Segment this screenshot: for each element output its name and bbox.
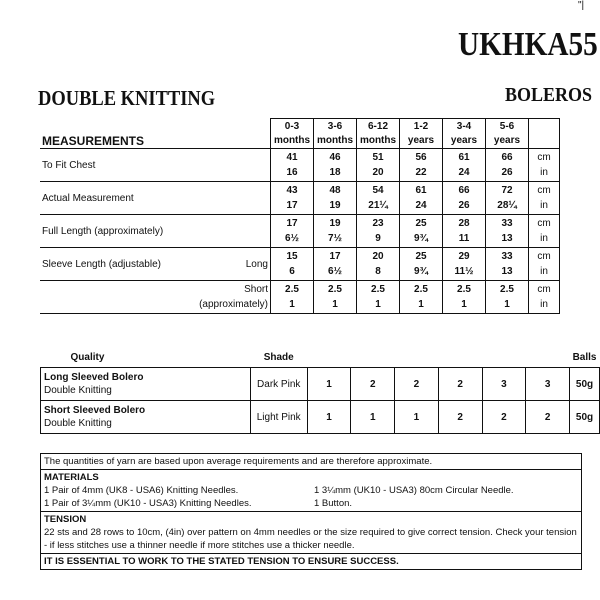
measurement-row (40, 215, 560, 248)
yarn-shade: Dark Pink (250, 368, 307, 401)
material-item: 1 Pair of 3¼mm (UK10 - USA3) Knitting Needles. (44, 498, 252, 509)
measurement-value: 2.5 1 (271, 281, 314, 314)
measurement-value: 2.5 1 (400, 281, 443, 314)
size-header: 1-2 years (400, 119, 443, 149)
ball-count: 2 (395, 368, 439, 401)
measurement-row (40, 248, 560, 281)
size-header: 3-4 years (443, 119, 486, 149)
measurement-value: 33 13 (486, 248, 529, 281)
measurement-value: 48 19 (314, 182, 357, 215)
pattern-subtitle: BOLEROS (505, 84, 593, 106)
yarn-shade: Light Pink (250, 401, 307, 434)
yarn-row (41, 401, 600, 434)
materials-title: MATERIALS (44, 472, 99, 483)
material-item: 1 Pair of 4mm (UK8 - USA6) Knitting Needles. (44, 485, 239, 496)
measurement-value: 17 6½ (314, 248, 357, 281)
size-header: 5-6 years (486, 119, 529, 149)
measurement-value: 46 18 (314, 149, 357, 182)
essential-note: IT IS ESSENTIAL TO WORK TO THE STATED TENSION TO ENSURE SUCCESS. (44, 556, 399, 567)
measurement-value: 23 9 (357, 215, 400, 248)
shade-header: Shade (263, 351, 294, 363)
pattern-code: UKHKA55 (458, 26, 598, 63)
yarn-name: Short Sleeved Bolero (44, 405, 146, 416)
yarn-header-row (41, 347, 600, 368)
yarn-table (40, 347, 600, 434)
yarn-name: Long Sleeved Bolero (44, 372, 144, 383)
measurement-value: 61 24 (400, 182, 443, 215)
material-item: 1 Button. (314, 498, 353, 509)
tension-text: 22 sts and 28 rows to 10cm, (4in) over pattern on 4mm needles or the size required to give correct tension. Check your tension - if less stitches use a thinner needle if more stitches use a thicker needle. (44, 527, 577, 551)
measurement-value: 43 17 (271, 182, 314, 215)
measurement-value: 25 9¾ (400, 215, 443, 248)
ball-count: 2 (438, 368, 482, 401)
measurement-label-cell (40, 149, 271, 182)
unit-cell: cm in (529, 149, 560, 182)
unit-cell: cm in (529, 215, 560, 248)
measurement-value: 41 16 (271, 149, 314, 182)
measurement-value: 17 6½ (271, 215, 314, 248)
measurements-body (40, 149, 560, 314)
measurement-value: 66 26 (443, 182, 486, 215)
yarn-label-cell (41, 368, 251, 401)
measurement-value: 2.5 1 (443, 281, 486, 314)
unit-cell: cm in (529, 248, 560, 281)
measurement-value: 2.5 1 (357, 281, 400, 314)
size-header: 6-12 months (357, 119, 400, 149)
measurement-value: 28 11 (443, 215, 486, 248)
tension-section (41, 512, 581, 554)
measurement-value: 20 8 (357, 248, 400, 281)
measurement-value: 72 28¼ (486, 182, 529, 215)
measurement-label-cell (40, 248, 271, 281)
yarn-label-cell (41, 401, 251, 434)
measurements-title: MEASUREMENTS (40, 119, 271, 149)
balls-header: Balls (572, 351, 597, 363)
ball-count: 1 (307, 368, 351, 401)
measurement-value: 33 13 (486, 215, 529, 248)
yarn-body (41, 368, 600, 434)
quality-header: Quality (70, 351, 105, 363)
measurement-value: 19 7½ (314, 215, 357, 248)
ball-count: 2 (351, 368, 395, 401)
measurement-label-cell (40, 281, 271, 314)
ball-weight: 50g (570, 401, 600, 434)
measurement-row (40, 281, 560, 314)
tension-title: TENSION (44, 514, 87, 525)
measurement-value: 56 22 (400, 149, 443, 182)
ball-count: 1 (395, 401, 439, 434)
measurement-label: Short (244, 284, 268, 295)
measurement-value: 2.5 1 (486, 281, 529, 314)
unit-header (529, 119, 560, 149)
materials-section (41, 470, 581, 512)
measurement-value: 61 24 (443, 149, 486, 182)
corner-mark: "| (578, 0, 585, 11)
yarn-quality: Double Knitting (44, 385, 112, 396)
quantities-note: The quantities of yarn are based upon average requirements and are therefore approximate. (41, 454, 581, 470)
measurement-label-cell (40, 215, 271, 248)
size-header: 0-3 months (271, 119, 314, 149)
ball-count: 2 (438, 401, 482, 434)
measurement-value: 54 21¼ (357, 182, 400, 215)
size-header: 3-6 months (314, 119, 357, 149)
measurement-row (40, 149, 560, 182)
yarn-row (41, 368, 600, 401)
ball-count: 1 (351, 401, 395, 434)
measurement-label: Sleeve Length (adjustable) (42, 258, 161, 270)
measurement-sublabel: Long (245, 258, 268, 270)
measurement-sublabel: (approximately) (199, 299, 268, 310)
size-header-row (40, 119, 560, 149)
unit-cell: cm in (529, 182, 560, 215)
measurements-table (40, 118, 560, 314)
measurement-label: To Fit Chest (42, 159, 96, 171)
measurement-value: 51 20 (357, 149, 400, 182)
measurement-value: 2.5 1 (314, 281, 357, 314)
measurement-value: 15 6 (271, 248, 314, 281)
ball-count: 3 (526, 368, 570, 401)
yarn-quality: Double Knitting (44, 418, 112, 429)
ball-count: 2 (526, 401, 570, 434)
measurement-value: 66 26 (486, 149, 529, 182)
measurement-row (40, 182, 560, 215)
measurement-label-cell (40, 182, 271, 215)
measurement-value: 25 9¾ (400, 248, 443, 281)
material-item: 1 3¼mm (UK10 - USA3) 80cm Circular Needle. (314, 485, 514, 496)
notes-box (40, 453, 582, 570)
measurement-label: Actual Measurement (42, 192, 134, 204)
ball-count: 1 (307, 401, 351, 434)
ball-count: 3 (482, 368, 526, 401)
measurement-value: 29 11½ (443, 248, 486, 281)
ball-weight: 50g (570, 368, 600, 401)
measurement-label: Full Length (approximately) (42, 225, 164, 237)
yarn-weight-title: DOUBLE KNITTING (38, 86, 216, 110)
unit-cell: cm in (529, 281, 560, 314)
ball-count: 2 (482, 401, 526, 434)
